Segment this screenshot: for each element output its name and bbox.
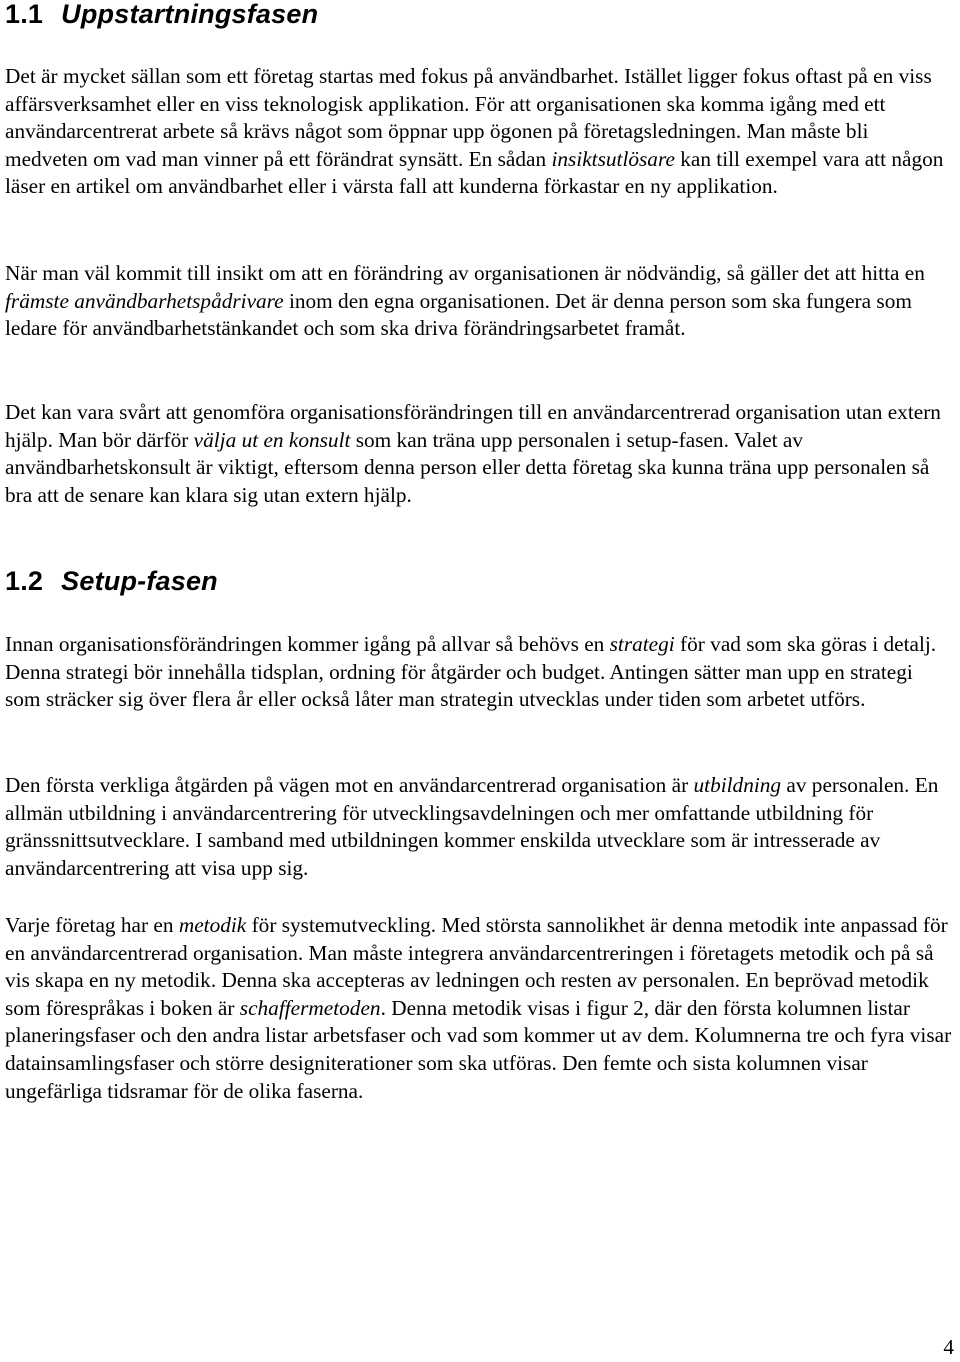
emphasized-term: välja ut en konsult: [193, 427, 351, 452]
body-paragraph: [5, 63, 953, 201]
section-heading: [5, 567, 218, 595]
paragraph-text: kan till exempel vara att någon läser en artikel om användbarhet eller i värsta fall att kunderna förkastar en ny applikation.: [5, 146, 944, 199]
body-paragraph: [5, 912, 953, 1105]
emphasized-term: utbildning: [693, 773, 782, 797]
section-number: 1.2: [5, 566, 44, 596]
emphasized-term: metodik: [178, 913, 247, 937]
paragraph-text: för systemutveckling. Med största sannolikhet är denna metodik inte anpassad för en användarcentrerad organisation. Man måste integrera användarcentreringen i företagets metodik och på så vis skapa en ny metodik. Denna ska accepteras av ledningen och resten av personalen. En beprövad metodik som förespråkas i boken är: [5, 913, 948, 1020]
paragraph-text: Det kan vara svårt att genomföra organisationsförändringen till en användarcentrerad organisation utan extern hjälp. Man bör därför: [5, 400, 941, 452]
emphasized-term: insiktsutlösare: [551, 146, 675, 171]
page-number: 4: [943, 1335, 954, 1359]
paragraph-text: för vad som ska göras i detalj. Denna strategi bör innehålla tidsplan, ordning för åtgärder och budget. Antingen sätter man upp en strategi som sträcker sig över flera år eller också låter man strategin utvecklas under tiden som arbetet utförs.: [5, 632, 937, 712]
body-paragraph: [5, 631, 953, 714]
paragraph-text: som kan träna upp personalen i setup-fasen. Valet av användbarhetskonsult är viktigt, eftersom denna person eller detta företag ska kunna träna upp personalen så bra att de senare kan klara sig utan extern hjälp.: [5, 427, 930, 507]
emphasized-term: schaffermetoden: [239, 995, 381, 1020]
paragraph-text: av personalen. En allmän utbildning i användarcentrering för utvecklingsavdelningen och mer omfattande utbildning för gränssnittsutvecklare. I samband med utbildningen kommer enskilda utvecklare som är intresserade av användarcentrering att visa upp sig.: [5, 773, 939, 880]
paragraph-text: inom den egna organisationen. Det är denna person som ska fungera som ledare för användbarhetstänkandet och som ska driva förändringsarbetet framåt.: [5, 288, 912, 341]
emphasized-term: främste användbarhetspådrivare: [5, 288, 284, 313]
section-title: Uppstartningsfasen: [61, 0, 319, 29]
paragraph-text: . Denna metodik visas i figur 2, där den första kolumnen listar planeringsfaser och den andra listar arbetsfaser och vad som kommer ut av dem. Kolumnerna tre och fyra visar datainsamlingsfaser och större designiterationer som ska utföras. Den femte och sista kolumnen visar ungefärliga tidsramar för de olika faserna.: [5, 995, 952, 1103]
paragraph-text: Det är mycket sällan som ett företag startas med fokus på användbarhet. Istället ligger fokus oftast på en viss affärsverksamhet eller en viss teknologisk applikation. För att organisationen ska komma igång med ett användarcentrerat arbete så krävs något som öppnar upp ögonen på företagsledningen. Man måste bli medveten om vad man vinner på ett förändrat synsätt. En sådan: [5, 64, 932, 171]
body-paragraph: [5, 772, 953, 882]
section-number: 1.1: [5, 0, 44, 29]
body-paragraph: [5, 260, 953, 343]
paragraph-text: Den första verkliga åtgärden på vägen mot en användarcentrerad organisation är: [5, 773, 694, 797]
section-heading: [5, 0, 318, 28]
section-title: Setup-fasen: [61, 566, 218, 596]
paragraph-text: När man väl kommit till insikt om att en förändring av organisationen är nödvändig, så gäller det att hitta en: [5, 261, 925, 285]
paragraph-text: Innan organisationsförändringen kommer igång på allvar så behövs en: [5, 632, 610, 656]
emphasized-term: strategi: [609, 632, 675, 656]
body-paragraph: [5, 399, 953, 509]
paragraph-text: Varje företag har en: [5, 913, 179, 937]
